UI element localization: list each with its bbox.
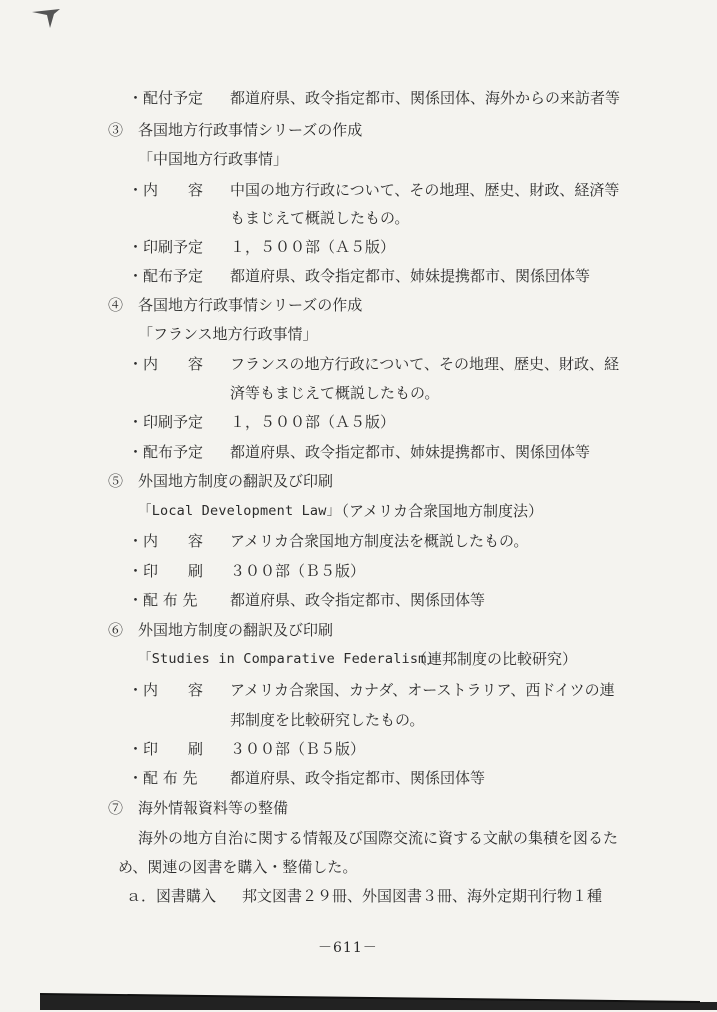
section-title: 「フランス地方行政事情」 bbox=[138, 325, 318, 343]
row-value: １，５００部（Ａ５版） bbox=[230, 238, 396, 256]
item-label: ａ．図書購入 bbox=[126, 887, 217, 905]
section-title-en: 「Studies in Comparative Federalism」 bbox=[138, 651, 441, 667]
row-value: フランスの地方行政について、その地理、歴史、財政、経 bbox=[230, 355, 619, 373]
section-heading: ④ 各国地方行政事情シリーズの作成 bbox=[108, 296, 363, 314]
row-value: アメリカ合衆国、カナダ、オーストラリア、西ドイツの連 bbox=[230, 681, 615, 699]
section-heading: ⑤ 外国地方制度の翻訳及び印刷 bbox=[108, 472, 334, 490]
row-label: ・印刷予定 bbox=[128, 413, 204, 431]
item-value: 都道府県、政令指定都市、関係団体、海外からの来訪者等 bbox=[230, 89, 621, 107]
row-label: ・内 容 bbox=[128, 181, 204, 199]
row-value: もまじえて概説したもの。 bbox=[230, 209, 410, 227]
row-label: ・印 刷 bbox=[128, 740, 204, 758]
section-title-jp: （アメリカ合衆国地方制度法） bbox=[334, 502, 543, 520]
row-label: ・配布予定 bbox=[128, 267, 204, 285]
row-value: アメリカ合衆国地方制度法を概説したもの。 bbox=[230, 532, 529, 550]
row-label: ・印刷予定 bbox=[128, 238, 204, 256]
row-value: 邦制度を比較研究したもの。 bbox=[230, 711, 425, 729]
row-label: ・配 布 先 bbox=[128, 769, 198, 787]
section-heading: ③ 各国地方行政事情シリーズの作成 bbox=[108, 121, 363, 139]
row-label: ・印 刷 bbox=[128, 562, 204, 580]
row-label: ・配 布 先 bbox=[128, 591, 198, 609]
section-title-en: 「Local Development Law」 bbox=[138, 503, 341, 519]
item-label: ・配付予定 bbox=[128, 89, 204, 107]
row-label: ・配布予定 bbox=[128, 443, 204, 461]
section-title-jp: （連邦制度の比較研究） bbox=[412, 650, 578, 668]
row-label: ・内 容 bbox=[128, 355, 204, 373]
section-title: 「中国地方行政事情」 bbox=[138, 150, 289, 168]
paragraph-line: 海外の地方自治に関する情報及び国際交流に資する文献の集積を図るた bbox=[138, 829, 619, 847]
row-value: １，５００部（Ａ５版） bbox=[230, 413, 396, 431]
row-label: ・内 容 bbox=[128, 681, 204, 699]
row-value: 都道府県、政令指定都市、姉妹提携都市、関係団体等 bbox=[230, 443, 591, 461]
row-value: 済等もまじえて概説したもの。 bbox=[230, 384, 440, 402]
paragraph-line: め、関連の図書を購入・整備した。 bbox=[118, 858, 358, 876]
page-number: －611－ bbox=[318, 940, 378, 956]
scan-mark-icon bbox=[30, 6, 64, 32]
row-value: 都道府県、政令指定都市、関係団体等 bbox=[230, 769, 486, 787]
row-value: 中国の地方行政について、その地理、歴史、財政、経済等 bbox=[230, 181, 620, 199]
row-value: 都道府県、政令指定都市、姉妹提携都市、関係団体等 bbox=[230, 267, 591, 285]
row-value: ３００部（Ｂ５版） bbox=[230, 562, 366, 580]
scan-edge-shadow bbox=[40, 988, 717, 1010]
row-value: 都道府県、政令指定都市、関係団体等 bbox=[230, 591, 486, 609]
section-heading: ⑦ 海外情報資料等の整備 bbox=[108, 799, 289, 817]
section-heading: ⑥ 外国地方制度の翻訳及び印刷 bbox=[108, 621, 334, 639]
item-value: 邦文図書２９冊、外国図書３冊、海外定期刊行物１種 bbox=[242, 887, 603, 905]
row-value: ３００部（Ｂ５版） bbox=[230, 740, 366, 758]
row-label: ・内 容 bbox=[128, 532, 204, 550]
